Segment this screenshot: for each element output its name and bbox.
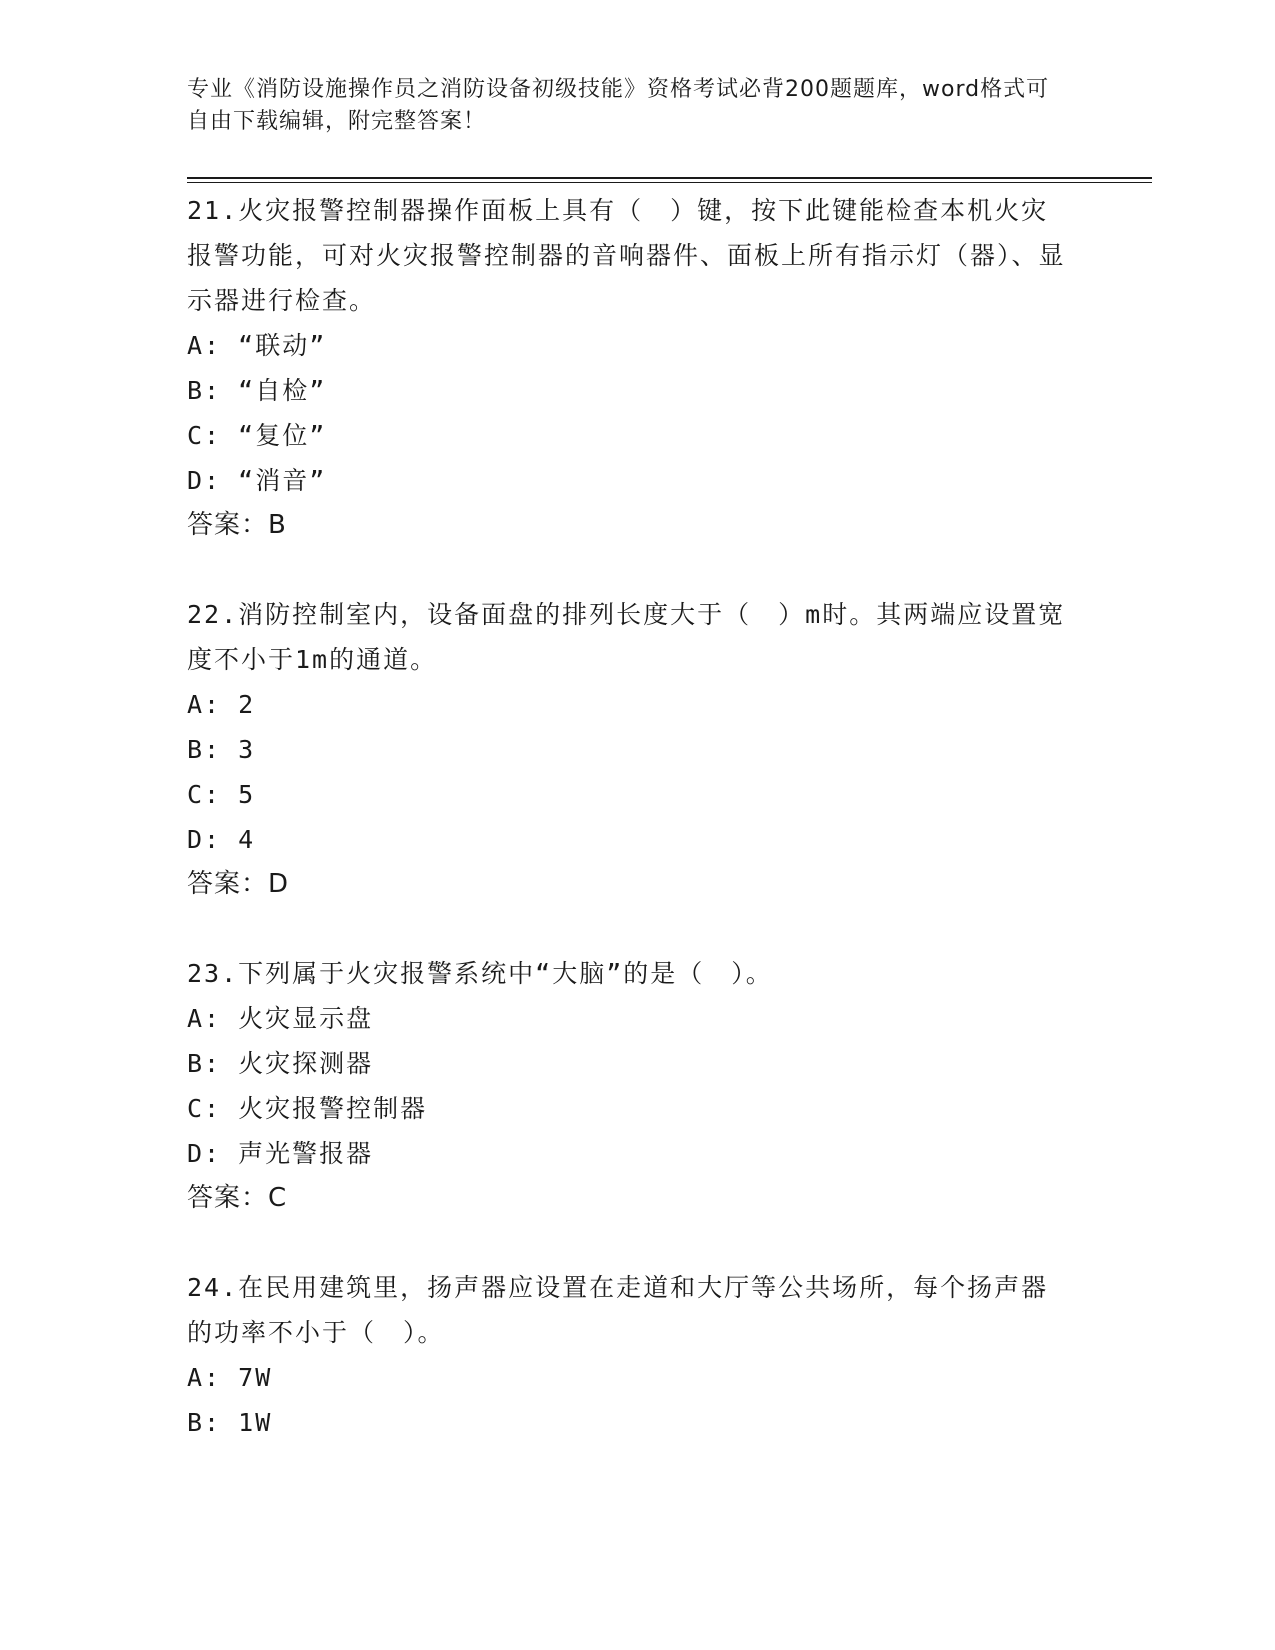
answer-value: B (268, 510, 287, 540)
header-divider-thin (187, 182, 1152, 183)
answer-label: 答案： (187, 869, 269, 899)
option-text: 火灾显示盘 (238, 1004, 374, 1033)
option-letter: D: (187, 466, 222, 495)
question-stem: 21.火灾报警控制器操作面板上具有（ ）键，按下此键能检查本机火灾报警功能，可对火灾报警控制器的音响器件、面板上所有指示灯（器）、显示器进行检查。 (187, 196, 1066, 315)
option-letter: C: (187, 1094, 222, 1123)
option-letter: B: (187, 735, 222, 764)
option-letter: B: (187, 1408, 222, 1437)
option-letter: A: (187, 1363, 222, 1392)
answer-value: D (268, 869, 290, 899)
option-d (187, 458, 1087, 503)
option-letter: D: (187, 825, 222, 854)
option-a (187, 682, 1087, 727)
option-d (187, 1131, 1087, 1176)
answer-value: C (268, 1183, 288, 1213)
option-letter: A: (187, 331, 222, 360)
option-b (187, 727, 1087, 772)
option-text: 3 (238, 735, 256, 764)
option-a (187, 323, 1087, 368)
option-text: “复位” (238, 421, 327, 450)
option-d (187, 817, 1087, 862)
question-23 (187, 951, 1087, 1221)
option-text: 1W (238, 1408, 273, 1437)
option-a (187, 1355, 1087, 1400)
option-text: “自检” (238, 376, 327, 405)
header-divider-thick (187, 177, 1152, 179)
option-letter: A: (187, 690, 222, 719)
option-text: “消音” (238, 466, 327, 495)
option-c (187, 1086, 1087, 1131)
option-text: 5 (238, 780, 256, 809)
question-stem: 22.消防控制室内，设备面盘的排列长度大于（ ）m时。其两端应设置宽度不小于1m的通道。 (187, 600, 1066, 674)
option-a (187, 996, 1087, 1041)
option-text: 4 (238, 825, 256, 854)
option-c (187, 772, 1087, 817)
option-letter: B: (187, 376, 222, 405)
option-b (187, 1041, 1087, 1086)
answer-label: 答案： (187, 510, 269, 540)
option-c (187, 413, 1087, 458)
option-letter: C: (187, 780, 222, 809)
document-header: 专业《消防设施操作员之消防设备初级技能》资格考试必背200题题库，word格式可自由下载编辑，附完整答案！ (187, 77, 1050, 134)
option-b (187, 1400, 1087, 1445)
option-text: 7W (238, 1363, 273, 1392)
option-letter: D: (187, 1139, 222, 1168)
option-text: 声光警报器 (238, 1139, 374, 1168)
option-text: 火灾报警控制器 (238, 1094, 428, 1123)
option-text: 2 (238, 690, 256, 719)
answer-line (187, 1176, 1087, 1221)
question-stem: 23.下列属于火灾报警系统中“大脑”的是（ ）。 (187, 959, 773, 988)
question-24 (187, 1265, 1087, 1445)
option-text: 火灾探测器 (238, 1049, 374, 1078)
answer-label: 答案： (187, 1183, 269, 1213)
option-letter: B: (187, 1049, 222, 1078)
question-list (187, 188, 1087, 1489)
answer-line (187, 503, 1087, 548)
option-b (187, 368, 1087, 413)
answer-line (187, 862, 1087, 907)
question-stem: 24.在民用建筑里，扬声器应设置在走道和大厅等公共场所，每个扬声器的功率不小于（ ）。 (187, 1273, 1049, 1347)
option-letter: C: (187, 421, 222, 450)
question-21 (187, 188, 1087, 548)
option-letter: A: (187, 1004, 222, 1033)
question-22 (187, 592, 1087, 907)
option-text: “联动” (238, 331, 327, 360)
